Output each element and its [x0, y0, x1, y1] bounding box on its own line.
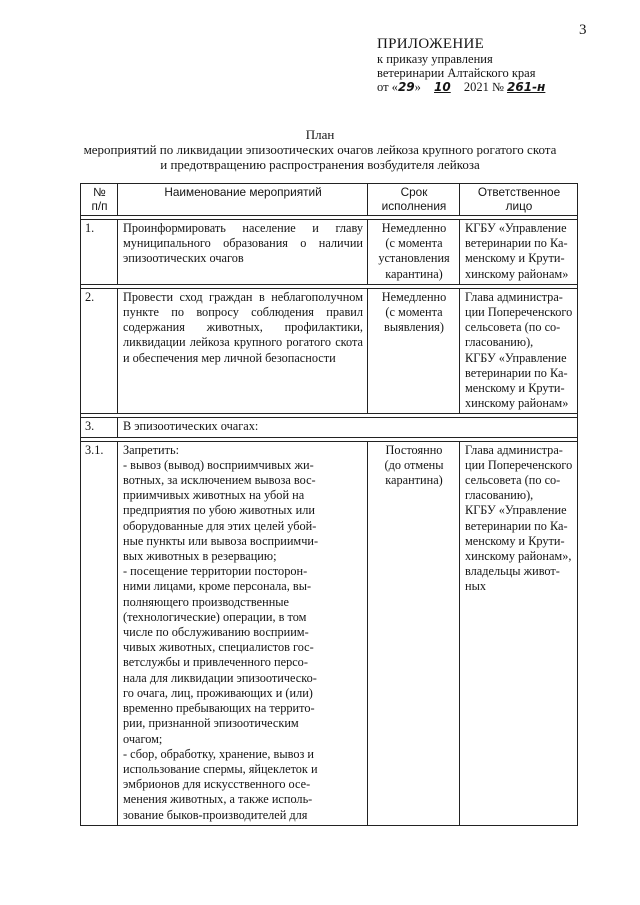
header-term-line: исполнения	[381, 199, 447, 213]
measure-line: числе по обслуживанию восприим-	[123, 625, 309, 640]
term-line: Постоянно	[385, 442, 443, 457]
measure-line: рии, признанной эпизоотическим	[123, 716, 299, 731]
measure-line: использование спермы, яйцеклеток и	[123, 761, 318, 776]
measure-line: эмбрионов для искусственного осе-	[123, 777, 311, 792]
row-measure: Провести сход граждан в неблагополучном пункте по вопросу соблюдения правил содержания животных, профилактики, ликвидации лейкоза крупного рогатого скота и обеспечения мер личной безопасности	[118, 288, 368, 414]
handwritten-day: 29	[397, 80, 415, 94]
row-term	[368, 288, 460, 414]
date-separator: »	[414, 80, 425, 94]
handwritten-month: 10	[434, 80, 451, 94]
row-measure	[118, 441, 368, 825]
responsible-line: гласованию),	[465, 488, 534, 503]
term-line: установления	[378, 251, 450, 266]
plan-subtitle-line-1: мероприятий по ликвидации эпизоотических очагов лейкоза крупного рогатого скота	[83, 142, 557, 157]
measure-line: чивых животных, специалистов гос-	[123, 640, 314, 655]
term-line: (до отмены	[384, 457, 444, 472]
measure-line: Запретить:	[123, 442, 179, 457]
table-row	[81, 418, 578, 437]
measure-line: вых животных в резервацию;	[123, 549, 277, 564]
measure-line: ними лицами, кроме персонала, вы-	[123, 579, 312, 594]
row-number: 1.	[81, 220, 118, 285]
measures-table	[80, 183, 578, 826]
measure-line: (технологические) операции, в том	[123, 609, 307, 624]
measure-line: очагом;	[123, 731, 163, 746]
measure-line: ные пункты или вывоза восприимчи-	[123, 533, 319, 548]
responsible-line: ных	[465, 579, 486, 594]
appendix-line-1: к приказу управления	[377, 52, 493, 66]
header-number-line: п/п	[91, 199, 108, 213]
table-row	[81, 220, 578, 285]
responsible-line: ции Попереченского	[465, 457, 573, 472]
responsible-line: ветеринарии по Ка-	[465, 236, 568, 251]
responsible-line: менскому и Крути-	[465, 381, 565, 396]
responsible-line: гласованию),	[465, 335, 534, 350]
appendix-title: ПРИЛОЖЕНИЕ	[377, 36, 485, 52]
measure-line: вотных, за исключением вывоза вос-	[123, 473, 316, 488]
row-section-heading: В эпизоотических очагах:	[118, 418, 578, 437]
responsible-line: сельсовета (по со-	[465, 320, 561, 335]
term-line: карантина)	[385, 266, 443, 281]
table-header-row	[81, 184, 578, 216]
header-name: Наименование мероприятий	[118, 184, 368, 216]
header-term-line: Срок	[400, 185, 428, 199]
row-responsible	[460, 288, 578, 414]
term-line: (с момента	[385, 236, 443, 251]
date-year: 2021 №	[460, 80, 508, 94]
handwritten-order-number: 261-н	[507, 80, 546, 94]
term-line: карантина)	[385, 473, 443, 488]
date-prefix: от «	[377, 80, 398, 94]
responsible-line: менскому и Крути-	[465, 533, 565, 548]
measure-line: оборудованные для этих целей убой-	[123, 518, 317, 533]
measure-line: ветслужбы и привлеченного персо-	[123, 655, 308, 670]
responsible-line: ветеринарии по Ка-	[465, 518, 568, 533]
measure-line: - сбор, обработку, хранение, вывоз и	[123, 746, 314, 761]
header-number	[81, 184, 118, 216]
responsible-line: Глава администра-	[465, 289, 563, 304]
term-line: Немедленно	[381, 289, 447, 304]
table-row	[81, 441, 578, 825]
row-responsible	[460, 220, 578, 285]
row-number: 3.1.	[81, 441, 118, 825]
measure-line: временно пребывающих на террито-	[123, 701, 315, 716]
responsible-line: Глава администра-	[465, 442, 563, 457]
appendix-block	[377, 36, 627, 94]
responsible-line: КГБУ «Управление	[465, 350, 567, 365]
measure-line: зование быков-производителей для	[123, 807, 308, 822]
header-responsible: Ответственное лицо	[460, 184, 578, 216]
responsible-line: КГБУ «Управление	[465, 221, 567, 235]
row-term	[368, 441, 460, 825]
row-number: 2.	[81, 288, 118, 414]
measure-line: приимчивых животных на убой на	[123, 488, 305, 503]
responsible-line: хинскому районам»	[465, 266, 569, 281]
measure-line: предприятия по убою животных или	[123, 503, 315, 518]
responsible-line: менскому и Крути-	[465, 251, 565, 266]
row-term	[368, 220, 460, 285]
responsible-line: КГБУ «Управление	[465, 503, 567, 518]
measure-line: менения животных, а также исполь-	[123, 792, 313, 807]
responsible-line: владельцы живот-	[465, 564, 560, 579]
table-row	[81, 288, 578, 414]
responsible-line: сельсовета (по со-	[465, 473, 561, 488]
measure-line: полняющего производственные	[123, 594, 290, 609]
row-number: 3.	[81, 418, 118, 437]
header-number-line: №	[93, 185, 106, 199]
responsible-line: хинскому районам»	[465, 396, 569, 411]
plan-subtitle-line-2: и предотвращению распространения возбудителя лейкоза	[160, 157, 480, 172]
measure-line: - вывоз (вывод) восприимчивых жи-	[123, 457, 314, 472]
row-responsible	[460, 441, 578, 825]
term-line: (с момента	[385, 305, 443, 320]
responsible-line: ветеринарии по Ка-	[465, 365, 568, 380]
measure-line: нала для ликвидации эпизоотическо-	[123, 670, 317, 685]
plan-title: План	[305, 127, 335, 142]
row-measure: Проинформировать население и главу муниципального образования о наличии эпизоотических очагов	[118, 220, 368, 285]
measure-line: - посещение территории посторон-	[123, 564, 308, 579]
term-line: выявления)	[384, 320, 444, 335]
appendix-line-2: ветеринарии Алтайского края	[377, 66, 536, 80]
appendix-date	[377, 80, 627, 94]
measure-line: го очага, лиц, проживающих и (или)	[123, 685, 313, 700]
header-term	[368, 184, 460, 216]
page-number: 3	[579, 22, 587, 38]
responsible-line: ции Попереченского	[465, 305, 573, 320]
responsible-line: хинскому районам»,	[465, 549, 572, 564]
term-line: Немедленно	[381, 221, 447, 235]
